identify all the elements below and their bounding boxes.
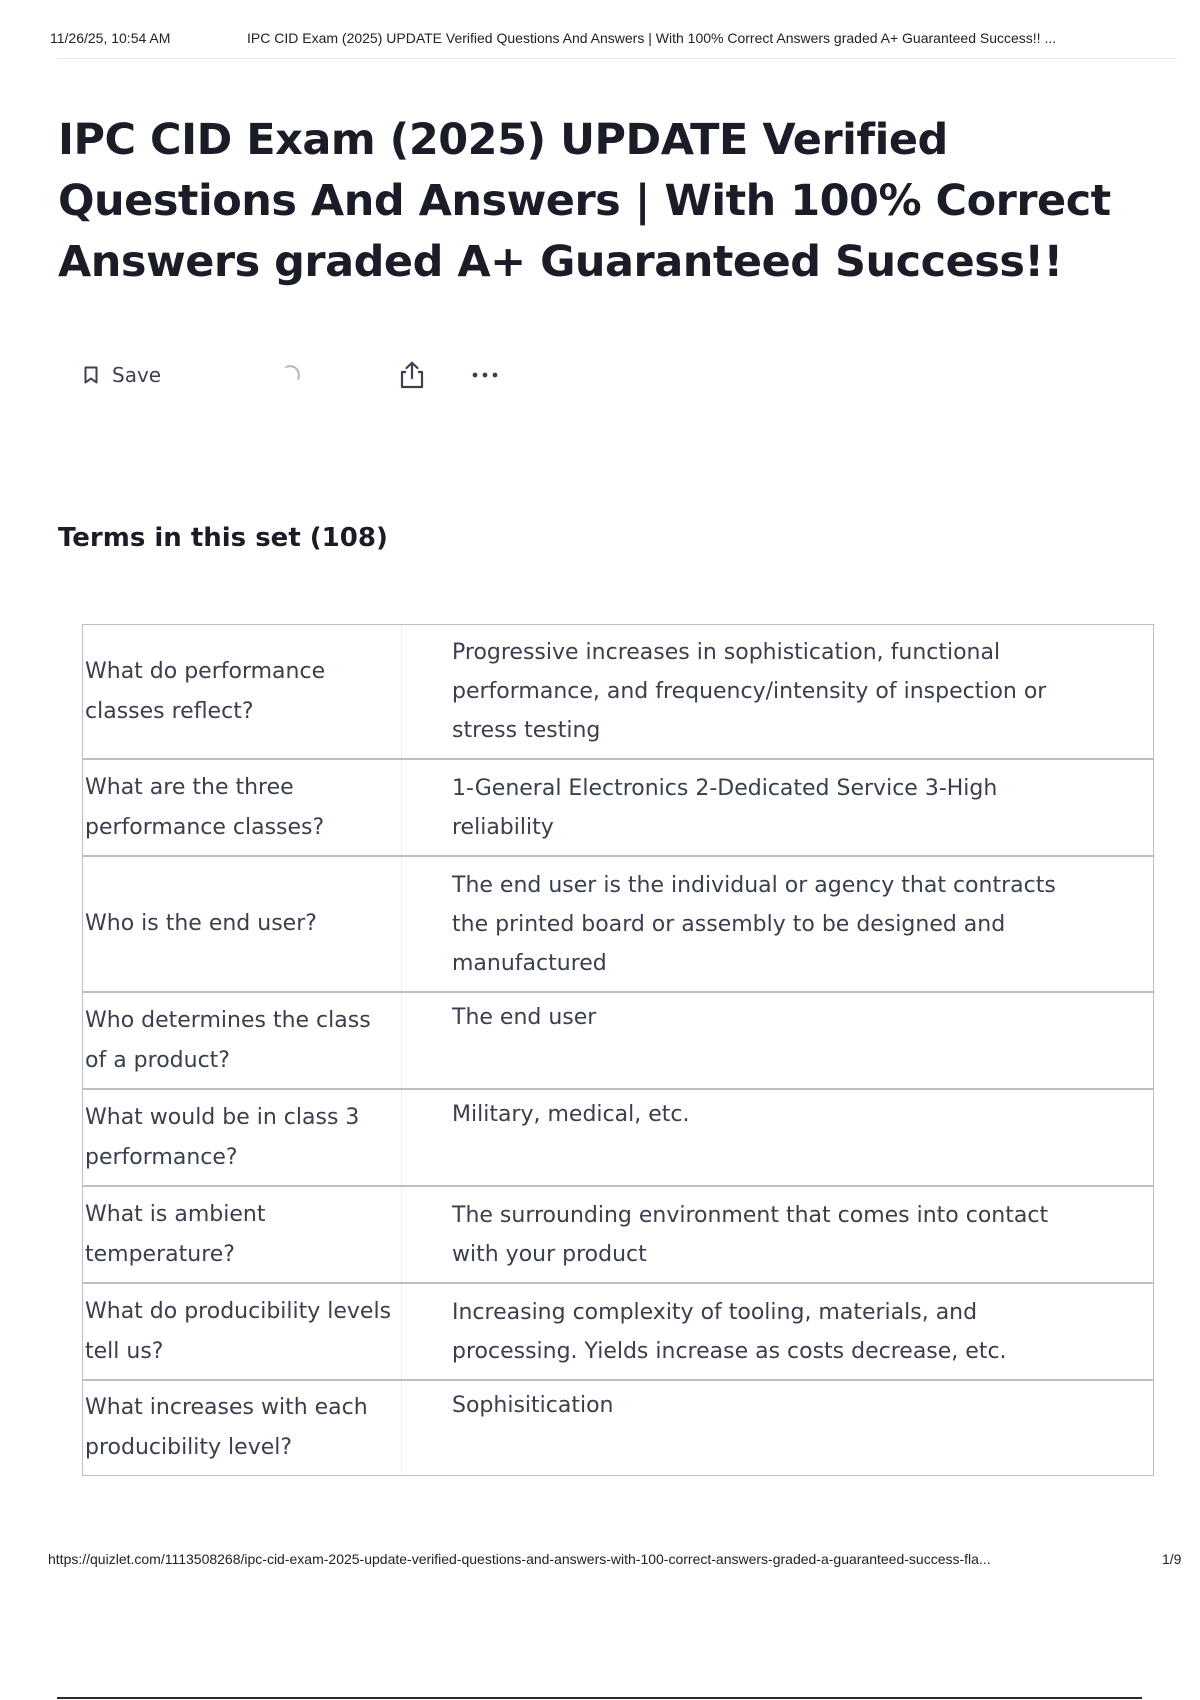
- definition-cell: [402, 625, 1153, 758]
- more-icon: [468, 360, 502, 390]
- page-title: IPC CID Exam (2025) UPDATE Verified Questions And Answers | With 100% Correct Answers graded A+ Guaranteed Success!!: [58, 115, 1111, 287]
- bottom-divider: [57, 1697, 1142, 1699]
- definition-text: 1-General Electronics 2-Dedicated Service 3-High reliability: [452, 775, 998, 840]
- table-row: [83, 625, 1153, 758]
- table-row: [83, 1379, 1153, 1475]
- definition-text: Progressive increases in sophistication, functional performance, and frequency/intensity of inspection or stress testing: [452, 640, 1047, 743]
- table-row: [83, 1282, 1153, 1379]
- definition-cell: [402, 1284, 1153, 1379]
- definition-cell: [402, 760, 1153, 855]
- definition-text: The end user: [452, 1005, 597, 1030]
- definition-text: Sophisitication: [452, 1393, 614, 1418]
- terms-table: [82, 624, 1154, 1476]
- definition-cell: [402, 1381, 1153, 1475]
- term-text: What would be in class 3 performance?: [85, 1104, 360, 1170]
- term-cell: [83, 857, 402, 991]
- print-footer: [48, 1551, 1188, 1571]
- table-row: [83, 1185, 1153, 1282]
- term-text: What are the three performance classes?: [85, 774, 325, 840]
- print-document-title: IPC CID Exam (2025) UPDATE Verified Questions And Answers | With 100% Correct Answers graded A+ Guaranteed Success!! ...: [247, 30, 1057, 46]
- print-header: [50, 28, 1180, 52]
- term-cell: [83, 760, 402, 855]
- term-text: What do producibility levels tell us?: [85, 1298, 392, 1364]
- save-button[interactable]: [84, 360, 161, 390]
- print-url: https://quizlet.com/1113508268/ipc-cid-exam-2025-update-verified-questions-and-answers-with-100-correct-answers-graded-a-guaranteed-success-fla...: [48, 1551, 991, 1567]
- definition-cell: [402, 857, 1153, 991]
- term-text: What do performance classes reflect?: [85, 658, 326, 724]
- spinner-icon: [278, 362, 304, 388]
- definition-text: Increasing complexity of tooling, materials, and processing. Yields increase as costs decrease, etc.: [452, 1299, 1007, 1364]
- share-icon: [397, 360, 427, 390]
- print-datetime: 11/26/25, 10:54 AM: [50, 30, 171, 46]
- term-text: Who determines the class of a product?: [85, 1007, 371, 1073]
- term-cell: [83, 1090, 402, 1185]
- term-cell: [83, 993, 402, 1088]
- term-cell: [83, 1381, 402, 1475]
- save-button-label: Save: [112, 363, 162, 387]
- print-page-number: 1/9: [1162, 1551, 1182, 1567]
- terms-heading: Terms in this set (108): [58, 523, 388, 553]
- definition-text: The end user is the individual or agency that contracts the printed board or assembly to be designed and manufactured: [452, 872, 1056, 976]
- definition-cell: [402, 1187, 1153, 1282]
- bookmark-icon: [84, 366, 98, 384]
- table-row: [83, 1088, 1153, 1185]
- table-row: [83, 991, 1153, 1088]
- more-options-button[interactable]: [468, 360, 502, 390]
- share-button[interactable]: [397, 360, 427, 390]
- term-text: What is ambient temperature?: [85, 1201, 266, 1267]
- term-cell: [83, 1284, 402, 1379]
- term-text: What increases with each producibility level?: [85, 1395, 368, 1460]
- term-text: Who is the end user?: [85, 911, 317, 936]
- definition-text: The surrounding environment that comes into contact with your product: [452, 1202, 1049, 1267]
- definition-cell: [402, 1090, 1153, 1185]
- term-cell: [83, 1187, 402, 1282]
- table-row: [83, 758, 1153, 855]
- definition-text: Military, medical, etc.: [452, 1102, 690, 1127]
- set-toolbar: [84, 360, 534, 390]
- table-row: [83, 855, 1153, 991]
- term-cell: [83, 625, 402, 758]
- definition-cell: [402, 993, 1153, 1088]
- header-divider: [57, 58, 1177, 59]
